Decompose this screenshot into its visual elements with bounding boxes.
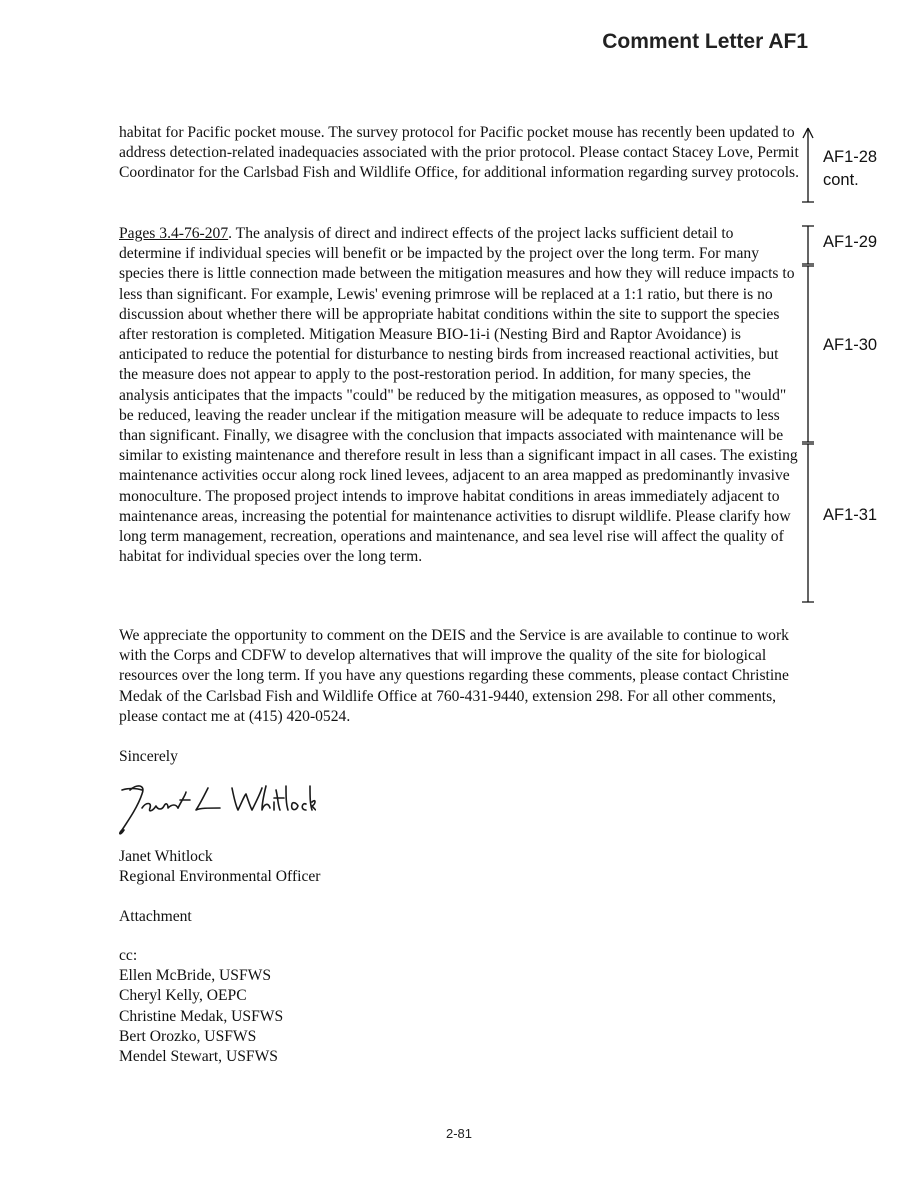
signature-image bbox=[116, 778, 316, 836]
bracket-af1-28 bbox=[800, 126, 816, 204]
paragraph-survey-protocol: habitat for Pacific pocket mouse. The survey protocol for Pacific pocket mouse has recently been updated to address detection-related inadequacies associated with the prior protocol. Please contact Stacey Love, Permit Coordinator for the Carlsbad Fish and Wildlife Office, for additional information regarding survey protocols. bbox=[119, 124, 799, 182]
page-title: Comment Letter AF1 bbox=[602, 30, 808, 53]
paragraph-effects-analysis-text: . The analysis of direct and indirect effects of the project lacks sufficient detail to determine if individual species will benefit or be impacted by the project over the long term. For many species there is little connection made between the mitigation measures and how they will reduce impacts to less than significant. For example, Lewis' evening primrose will be replaced at a 1:1 ratio, but there is no discussion about whether there will be appropriate habitat conditions within the site to support the species after restoration is completed. Mitigation Measure BIO-1i-i (Nesting Bird and Raptor Avoidance) is anticipated to reduce the potential for disturbance to nesting birds from increased reactional activities, but the measure does not appear to apply to the post-restoration period. In addition, for many species, the analysis anticipates that the impacts "could" be reduced by the mitigation measures, as opposed to "would" be reduced, leaving the reader unclear if the mitigation measure will be adequate to reduce impacts to less than significant. Finally, we disagree with the conclusion that impacts associated with maintenance will be similar to existing maintenance and therefore result in less than a significant impact in all cases. The existing maintenance activities occur along rock lined levees, adjacent to an area mapped as predominantly invasive monoculture. The proposed project intends to improve habitat conditions in areas immediately adjacent to maintenance areas, increasing the potential for maintenance activities to disrupt wildlife. Please clarify how long term management, recreation, operations and maintenance, and sea level rise will affect the quality of habitat for individual species over the long term. bbox=[119, 225, 798, 566]
comment-label-af1-30: AF1-30 bbox=[823, 336, 878, 354]
signer-block bbox=[119, 847, 799, 887]
cc-recipient: Ellen McBride, USFWS bbox=[119, 967, 272, 985]
bracket-af1-29 bbox=[800, 224, 816, 266]
bracket-af1-31 bbox=[800, 442, 816, 604]
page-number: 2-81 bbox=[445, 1126, 473, 1141]
attachment-label: Attachment bbox=[119, 908, 192, 925]
comment-label-af1-31: AF1-31 bbox=[823, 506, 878, 524]
comment-label-af1-28: AF1-28 bbox=[823, 148, 878, 166]
cc-recipient: Bert Orozko, USFWS bbox=[119, 1027, 257, 1045]
page-reference: Pages 3.4-76-207 bbox=[119, 225, 229, 242]
paragraph-appreciation: We appreciate the opportunity to comment on the DEIS and the Service is are available to continue to work with the Corps and CDFW to develop alternatives that will improve the quality of the site for biological resources over the long term. If you have any questions regarding these comments, please contact Christine Medak of the Carlsbad Fish and Wildlife Office at 760-431-9440, extension 298. For all other comments, please contact me at (415) 420-0524. bbox=[119, 627, 789, 725]
cc-recipient: Cheryl Kelly, OEPC bbox=[119, 987, 247, 1005]
signature bbox=[116, 778, 316, 841]
paragraph-effects-analysis bbox=[119, 224, 799, 567]
cc-recipient: Mendel Stewart, USFWS bbox=[119, 1048, 278, 1066]
bracket-af1-30 bbox=[800, 264, 816, 444]
cc-label: cc: bbox=[119, 947, 138, 964]
comment-label-af1-29: AF1-29 bbox=[823, 233, 878, 251]
signer-name: Janet Whitlock bbox=[119, 848, 213, 865]
comment-label-af1-28-cont: cont. bbox=[823, 171, 859, 189]
cc-recipient: Christine Medak, USFWS bbox=[119, 1007, 284, 1025]
signer-position: Regional Environmental Officer bbox=[119, 868, 321, 886]
cc-block bbox=[119, 946, 799, 1067]
salutation: Sincerely bbox=[119, 748, 178, 765]
